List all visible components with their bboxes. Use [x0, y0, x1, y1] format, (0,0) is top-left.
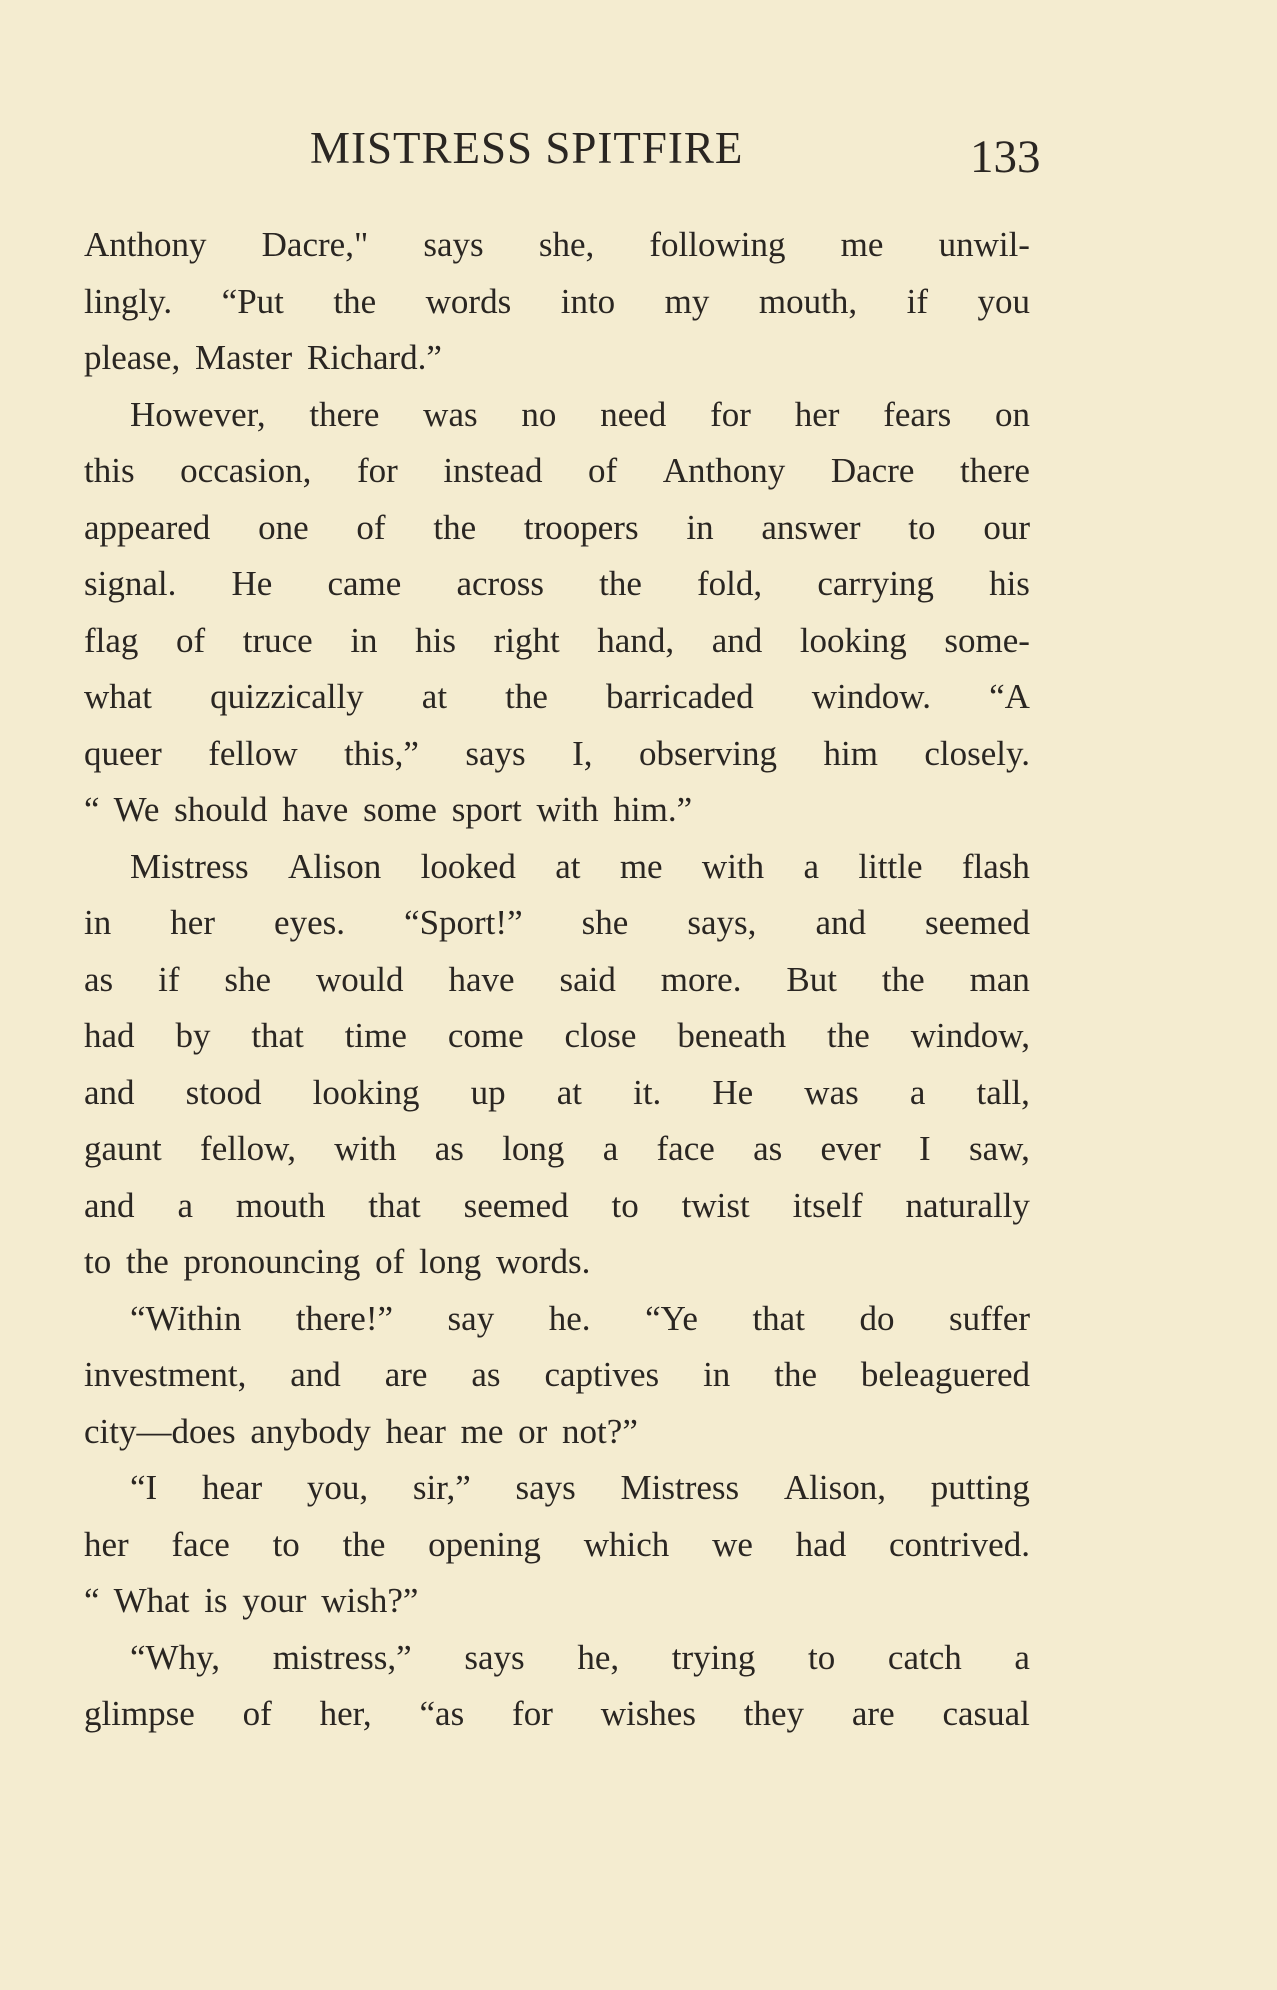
text-line: “ We should have some sport with him.” [84, 790, 693, 829]
text-line: to the pronouncing of long words. [84, 1242, 591, 1281]
text-line: Anthony Dacre," says she, following me unwil- [84, 225, 1030, 264]
text-line: her face to the opening which we had contrived. [84, 1524, 1030, 1564]
text-line: and a mouth that seemed to twist itself naturally [84, 1185, 1030, 1225]
text-line: flag of truce in his right hand, and looking some- [84, 620, 1030, 660]
text-line: “I hear you, sir,” says Mistress Alison, putting [130, 1468, 1030, 1507]
text-line: what quizzically at the barricaded window. “A [84, 677, 1030, 716]
text-line: signal. He came across the fold, carrying his [84, 564, 1030, 603]
text-line: glimpse of her, “as for wishes they are casual [84, 1694, 1030, 1733]
text-line: as if she would have said more. But the man [84, 959, 1030, 999]
text-line: “Within there!” say he. “Ye that do suffer [130, 1298, 1030, 1338]
running-title: MISTRESS SPITFIRE [310, 123, 744, 173]
text-line: “Why, mistress,” says he, trying to catch a [130, 1637, 1030, 1677]
body-text [84, 217, 1030, 1743]
text-line: had by that time come close beneath the window, [84, 1016, 1030, 1055]
text-line: gaunt fellow, with as long a face as ever I saw, [84, 1129, 1030, 1168]
text-line: this occasion, for instead of Anthony Dacre there [84, 451, 1030, 490]
text-line: investment, and are as captives in the beleaguered [84, 1355, 1030, 1394]
text-line: However, there was no need for her fears on [130, 394, 1030, 434]
text-line: lingly. “Put the words into my mouth, if you [84, 281, 1030, 321]
text-line: city—does anybody hear me or not?” [84, 1411, 638, 1451]
text-line: “ What is your wish?” [84, 1581, 419, 1620]
text-line: queer fellow this,” says I, observing him closely. [84, 733, 1030, 773]
text-line: please, Master Richard.” [84, 338, 442, 377]
text-line: and stood looking up at it. He was a tall, [84, 1072, 1030, 1112]
page-number: 133 [970, 131, 1041, 183]
text-line: appeared one of the troopers in answer to our [84, 507, 1030, 547]
text-line: Mistress Alison looked at me with a little flash [130, 846, 1030, 886]
text-line: in her eyes. “Sport!” she says, and seemed [84, 903, 1030, 942]
